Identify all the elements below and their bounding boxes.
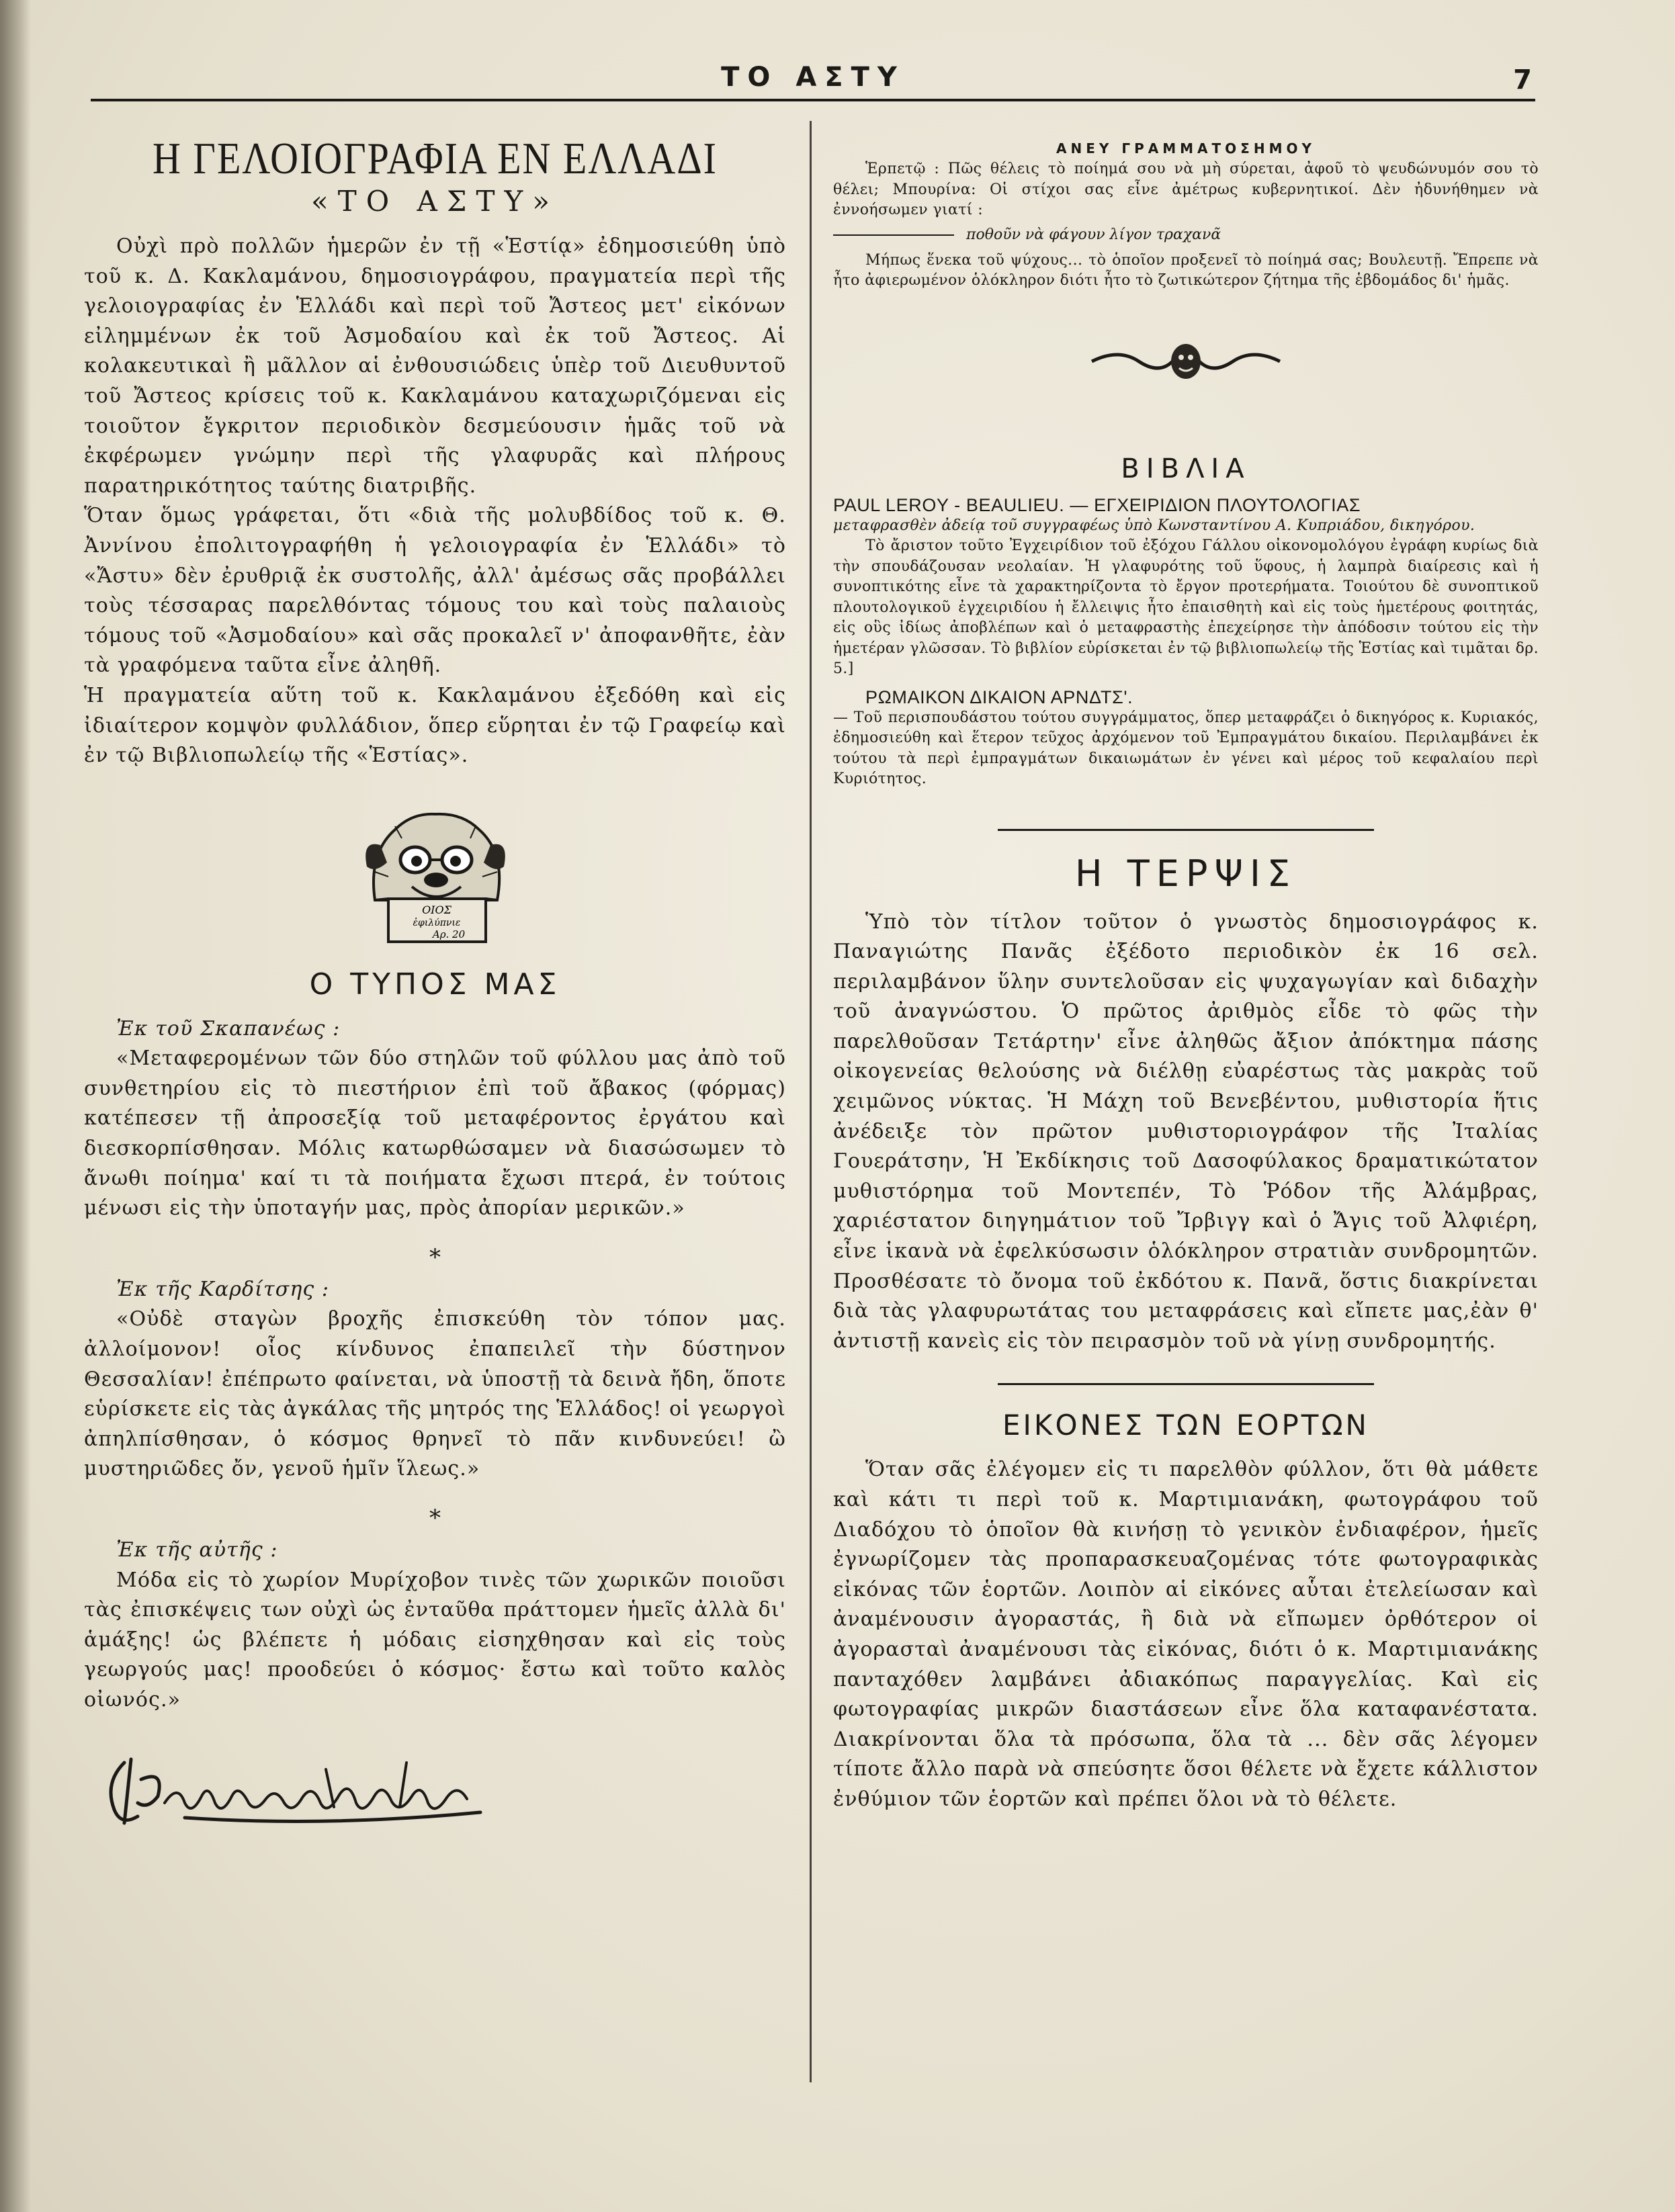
book1-heading: PAUL LEROY - BEAULIEU. — ΕΓΧΕΙΡΙΔΙΟΝ ΠΛΟΥΤΟΛΟΓΙΑΣ	[833, 494, 1361, 515]
photos-paragraph: Ὅταν σᾶς ἐλέγομεν εἰς τι παρελθὸν φύλλον, ὅτι θὰ μάθετε καὶ κάτι τι περὶ τοῦ κ. Μαρτιμιανάκη, φωτογράφου τοῦ Διαδόχου τὸ ὁποῖον θὰ κινήσῃ τὸ γενικὸν ἐνδιαφέρον, ἡμεῖς ἐγνωρίζομεν τὰς προπαρασκευαζομένας τότε φωτογραφικὰς εἰκόνας τῶν ἑορτῶν. Λοιπὸν αἱ εἰκόνες αὗται ἐτελείωσαν καὶ ἀναμένουσιν ἀγοραστάς, ἢ διὰ νὰ εἴπωμεν ὀρθότερον οἱ ἀγορασταὶ ἀναμένουσι τὰς εἰκόνας, διότι ὁ κ. Μαρτιμιανάκης πανταχόθεν λαμβάνει ἀδιακόπως παραγγελίας. Καὶ εἰς φωτογραφίας μικρῶν διαστάσεων εἶνε ὅλα καταφανέστατα. Διακρίνονται ὅλα τὰ πρόσωπα, ὅλα τὰ ... δὲν σᾶς λέγομεν τίποτε ἄλλο παρὰ νὰ σπεύσητε ὅσοι θέλετε νὰ ἔχετε κάλλιστον ἐνθύμιον τῶν ἑορτῶν καὶ πρέπει ὅλοι νὰ τὸ θέλετε.	[833, 1458, 1539, 1811]
press-quote-2: «Οὐδὲ σταγὼν βροχῆς ἐπισκεύθη τὸν τόπον μας. ἀλλοίμονον! οἷος κίνδυνος ἐπαπειλεῖ τὴν δύστηνον Θεσσαλίαν! ἐπέπρωτο φαίνεται, νὰ ὑποστῇ τὰ δεινὰ ἤδη, ὅποτε εὑρίσκετε εἰς τὰς ἀγκάλας τῆς μητρός της Ἑλλάδος! οἱ γεωργοὶ ἀπηλπίσθησαν, ὁ κόσμος θρηνεῖ τὸ πᾶν κινδυνεύει! ὢ μυστηριῶδες ὄν, γενοῦ ἡμῖν ἵλεως.»	[84, 1307, 786, 1481]
left-column	[84, 124, 786, 1839]
column-divider	[810, 121, 812, 2082]
press-source-3: Ἐκ τῆς αὐτῆς :	[116, 1538, 278, 1562]
illustration-caption-line-3: Αρ. 20	[432, 928, 465, 940]
terpsis-paragraph: Ὑπὸ τὸν τίτλον τοῦτον ὁ γνωστὸς δημοσιογράφος κ. Παναγιώτης Πανᾶς ἐξέδοτο περιοδικὸν ἐκ 16 σελ. περιλαμβάνον ὕλην συντελοῦσαν εἰς ψυχαγωγίαν καὶ διδαχὴν τοῦ ἀναγνώστου. Ὁ πρῶτος ἀριθμὸς εἶδε τὸ φῶς τὴν παρελθοῦσαν Τετάρτην' εἶνε ἀληθῶς ἄξιον ἀπόκτημα πάσης οἰκογενείας θελούσης νὰ διέλθῃ εὐαρέστως τὰς μακρὰς τοῦ χειμῶνος νύκτας. Ἡ Μάχη τοῦ Βενεβέντου, μυθιστορία ἥτις ἀνέδειξε τὸν πρῶτον μυθιστοριογράφον τῆς Ἰταλίας Γουεράτσην, Ἡ Ἐκδίκησις τοῦ Δασοφύλακος δραματικώτατον μυθιστόρημα τοῦ Μοντεπέν, Τὸ Ῥόδον τῆς Ἀλάμβρας, χαριέστατον διηγημάτιον τοῦ Ἴρβιγγ καὶ ὁ Ἄγις τοῦ Ἀλφιέρη, εἶνε ἱκανὰ νὰ ἐφελκύσωσιν ὁλόκληρον στρατιὰν συνδρομητῶν. Προσθέσατε τὸ ὄνομα τοῦ ἐκδότου κ. Πανᾶ, ὅστις διακρίνεται διὰ τὰς γλαφυρωτάτας του μεταφράσεις καὶ εἴπετε μας,ἐὰν θ' ἀντιστῇ κανεὶς εἰς τὸν πειρασμὸν τοῦ νὰ γίνῃ συνδρομητής.	[833, 910, 1539, 1353]
illustration-caption-line-2: ἐφιλύπνιε	[413, 917, 460, 928]
masthead	[94, 62, 1532, 101]
book2-description: — Τοῦ περισπουδάστου τούτου συγγράμματος, ὅπερ μεταφράζει ὁ δικηγόρος κ. Κυριακός, ἐδημοσιεύθη καὶ ἕτερον τεῦχος ἀρχόμενον τοῦ Ἐμπραγμάτου δικαίου. Περιλαμβάνει ἐκ τούτου τὰ περὶ ἐμπραγμάτων δικαιωμάτων ἐν γένει καὶ μέρος τοῦ κεφαλαίου περὶ Κυριότητος.	[833, 709, 1539, 787]
article-subtitle: «ΤΟ ΑΣΤΥ»	[311, 185, 559, 218]
section-title-press: Ο ΤΥΠΟΣ ΜΑΣ	[309, 967, 561, 1002]
section-title-photos: ΕΙΚΟΝΕΣ ΤΩΝ ΕΟΡΤΩΝ	[1002, 1409, 1369, 1442]
article1-paragraph-1: Οὐχὶ πρὸ πολλῶν ἡμερῶν ἐν τῇ «Ἑστίᾳ» ἐδημοσιεύθη ὑπὸ τοῦ κ. Δ. Κακλαμάνου, δημοσιογράφου, πραγματεία περὶ τῆς γελοιογραφίας ἐν Ἑλλάδι καὶ περὶ τοῦ Ἄστεος μετ' εἰκόνων εἰλημμένων ἐκ τοῦ Ἀσμοδαίου καὶ ἐκ τοῦ Ἄστεος. Αἱ κολακευτικαὶ ἢ μᾶλλον αἱ ἐνθουσιώδεις ὑπὲρ τοῦ Διευθυντοῦ τοῦ Ἄστεος κρίσεις τοῦ κ. Κακλαμάνου καταχωριζόμεναι εἰς τοιοῦτον ἔγκριτον περιοδικὸν δεσμεύουσιν ἡμᾶς τοῦ νὰ ἐκφέρωμεν γνώμην περὶ τῆς γλαφυρᾶς καὶ πλήρους παρατηρικότητος ταύτης διατριβῆς.	[84, 234, 786, 498]
signature	[84, 1742, 786, 1839]
book1-description: Τὸ ἄριστον τοῦτο Ἐγχειρίδιον τοῦ ἐξόχου Γάλλου οἰκονομολόγου ἐγράφη κυρίως διὰ τὴν σπουδάζουσαν νεολαίαν. Ἡ γλαφυρότης τοῦ ὕφους, ἡ λαμπρὰ διαίρεσις καὶ ἡ συνοπτικότης εἶνε τὰ χαρακτηρίζοντα τὸ ἔργον προτερήματα. Τοιούτου δὲ συνοπτικοῦ πλουτολογικοῦ ἐγχειριδίου ἡ ἔλλειψις ἦτο ἐπαισθητὴ καὶ εἰς τοὺς ἡμετέρους φοιτητάς, εἰς οὓς ἰδίως ἀποβλέπων καὶ ὁ μεταφραστὴς ἐπεχείρησε τὴν ἀπόδοσιν τούτου εἰς τὴν ἡμετέραν γλῶσσαν. Τὸ βιβλίον εὑρίσκεται ἐν τῷ βιβλιοπωλείῳ τῆς Ἑστίας καὶ τιμᾶται δρ. 5.]	[833, 537, 1539, 677]
section-star-2: *	[429, 1505, 441, 1532]
ornamental-fleuron-icon	[1085, 335, 1287, 388]
press-source-1: Ἐκ τοῦ Σκαπανέως :	[116, 1016, 341, 1041]
dog-illustration	[84, 793, 786, 947]
press-quote-3: Μόδα εἰς τὸ χωρίον Μυρίχοβον τινὲς τῶν χωρικῶν ποιοῦσι τὰς ἐπισκέψεις των οὐχὶ ὡς ἐνταῦθα πράττομεν ἡμεῖς ἀλλὰ δι' ἁμάξης! ὡς βλέπετε ἡ μόδαις εἰσηχθησαν καὶ εἰς τοὺς γεωργούς μας! προοδεύει ὁ κόσμος· ἔστω καὶ τοῦτο καλὸς οἰωνός.»	[84, 1568, 786, 1712]
press-source-2: Ἐκ τῆς Καρδίτσης :	[116, 1277, 330, 1301]
article-title-caricature: Η ΓΕΛΟΙΟΓΡΑΦΙΑ ΕΝ ΕΛΛΑΔΙ	[153, 133, 718, 183]
section-star-1: *	[429, 1243, 441, 1271]
no-stamp-paragraph-1: Ἑρπετῷ : Πῶς θέλεις τὸ ποίημά σου νὰ μὴ σύρεται, ἀφοῦ τὸ ψευδώνυμόν σου τὸ θέλει; Μπουρίνα: Οἱ στίχοι σας εἶνε ἀμέτρως κυβερνητικοί. Δὲν ἠδυνήθημεν νὰ ἐννοήσωμεν γιατί :	[833, 161, 1539, 218]
section-separator-2	[998, 1383, 1374, 1385]
page-spine-shadow	[0, 0, 31, 2212]
section-title-books: ΒΙΒΛΙΑ	[1121, 453, 1251, 484]
newspaper-title: ΤΟ ΑΣΤΥ	[721, 62, 905, 93]
illustration-caption-line-1: ΟΙΟΣ	[421, 903, 452, 916]
article1-paragraph-2: Ὅταν ὅμως γράφεται, ὅτι «διὰ τῆς μολυβδίδος τοῦ κ. Θ. Ἀννίνου ἐπολιτογραφήθη ἡ γελοιογραφία ἐν Ἑλλάδι» τὸ «Ἄστυ» δὲν ἐρυθριᾷ ἐκ συστολῆς, ἀλλ' ἀμέσως σᾶς προβάλλει τοὺς τέσσαρας παρελθόντας τόμους του καὶ τοὺς παλαιοὺς τόμους τοῦ «Ἀσμοδαίου» καὶ σᾶς προκαλεῖ ν' ἀποφανθῆτε, ἐὰν τὰ γραφόμενα ταῦτα εἶνε ἀληθῆ.	[84, 504, 786, 678]
handwritten-signature-icon	[84, 1742, 514, 1837]
book1-translator: μεταφρασθὲν ἀδείᾳ τοῦ συγγραφέως ὑπὸ Κωνσταντίνου Α. Κυπριάδου, δικηγόρου.	[833, 517, 1475, 534]
right-column	[833, 124, 1539, 1815]
press-quote-1: «Μεταφερομένων τῶν δύο στηλῶν τοῦ φύλλου μας ἀπὸ τοῦ συνθετηρίου εἰς τὸ πιεστήριον ἐπὶ τοῦ ἄβακος (φόρμας) κατέπεσεν τῇ ἀπροσεξίᾳ τοῦ μεταφέροντος ἐργάτου καὶ διεσκορπίσθησαν. Μόλις κατωρθώσαμεν νὰ διασώσωμεν τὸ ἄνωθι ποίημα' καί τι τὰ ποιήματα ἔχωσι πτερά, ἐν τούτοις μένωσι εἰς τὴν ὑποταγήν μας, πρὸς ἀπορίαν μερικῶν.»	[84, 1047, 786, 1221]
section-title-no-stamp: ΑΝΕΥ ΓΡΑΜΜΑΤΟΣΗΜΟΥ	[1056, 140, 1316, 157]
header-rule	[91, 99, 1535, 101]
page-number: 7	[1513, 64, 1532, 95]
verse-text: ποθοῦν νὰ φάγουν λίγον τραχανᾶ	[966, 226, 1221, 243]
verse-line	[833, 224, 1539, 247]
article1-paragraph-3: Ἡ πραγματεία αὕτη τοῦ κ. Κακλαμάνου ἐξεδόθη καὶ εἰς ἰδιαίτερον κομψὸν φυλλάδιον, ὅπερ εὕρηται ἐν τῷ Γραφείῳ καὶ ἐν τῷ Βιβλιοπωλείῳ τῆς «Ἑστίας».	[84, 683, 786, 768]
section-title-terpsis: Η ΤΕΡΨΙΣ	[1075, 852, 1297, 895]
verse-dash	[833, 234, 954, 236]
no-stamp-paragraph-2: Μήπως ἕνεκα τοῦ ψύχους... τὸ ὁποῖον προξενεῖ τὸ ποίημά σας; Βουλευτῇ. Ἔπρεπε νὰ ἦτο ἀφιερωμένον ὁλόκληρον διότι ἦτο τὸ ζωτικώτερον ζήτημα τῆς ἑβδομάδος δι' ἡμᾶς.	[833, 251, 1539, 289]
dog-caricature-icon	[348, 793, 523, 947]
section-separator-1	[998, 829, 1374, 831]
book2-heading: ΡΩΜΑΙΚΟΝ ΔΙΚΑΙΟΝ ΑΡΝΔΤΣ'.	[865, 687, 1133, 707]
